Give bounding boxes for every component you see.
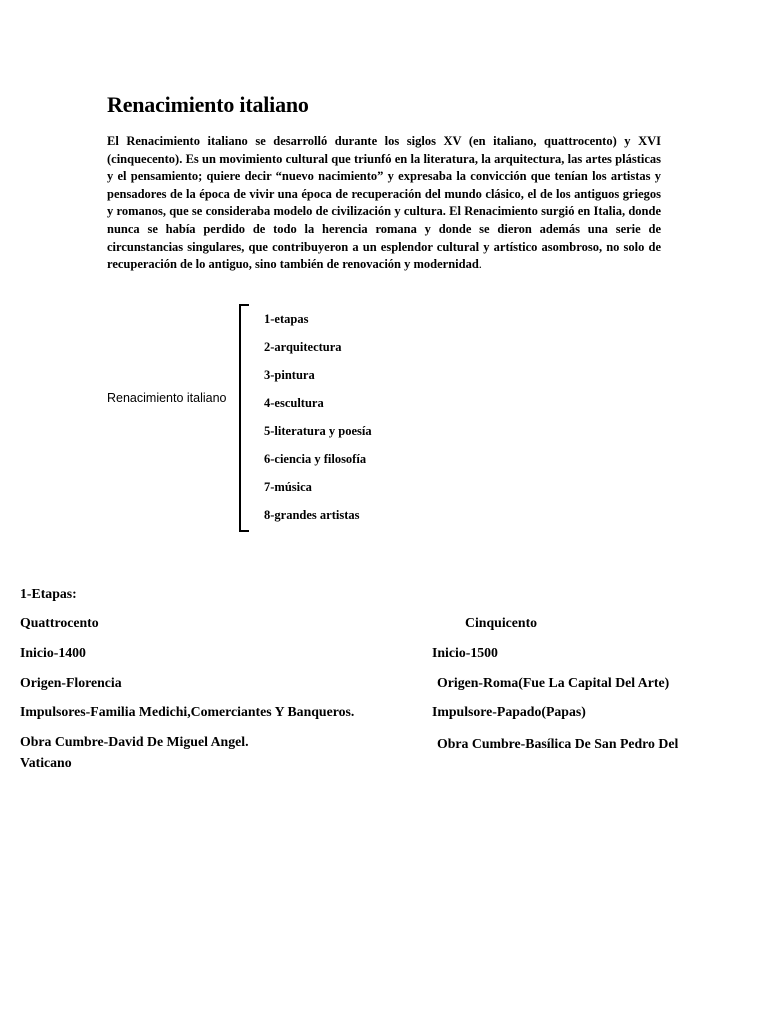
page-title: Renacimiento italiano (107, 92, 309, 117)
section-heading: 1-Etapas: (20, 586, 77, 601)
topic-item: 3-pintura (264, 368, 315, 382)
quattrocento-inicio: Inicio-1400 (20, 645, 86, 660)
topic-item: 7-música (264, 480, 312, 494)
topic-item: 1-etapas (264, 312, 309, 326)
cinquecento-inicio: Inicio-1500 (432, 645, 498, 660)
quattrocento-obra: Obra Cumbre-David De Miguel Angel. (20, 734, 249, 749)
intro-paragraph (107, 133, 661, 274)
quattrocento-impulsores: Impulsores-Familia Medichi,Comerciantes Y Banqueros. (20, 704, 355, 719)
quattrocento-origen: Origen-Florencia (20, 675, 122, 690)
diagram-label: Renacimiento italiano (107, 391, 227, 405)
cinquecento-title: Cinquicento (465, 615, 538, 630)
cinquecento-obra: Obra Cumbre-Basílica De San Pedro Del Vaticano (20, 736, 679, 770)
topic-list (264, 311, 372, 535)
topic-item: 8-grandes artistas (264, 508, 360, 522)
intro-text: El Renacimiento italiano se desarrolló durante los siglos XV (en italiano, quattrocento) y XVI (cinquecento). Es un movimiento cultural que triunfó en la literatura, la arquitectura, las artes plásticas y el pensamiento; quiere decir “nuevo nacimiento” y expresaba la convicción que tenían los artistas y pensadores de la época de vivir una época de recuperación del mundo clásico, el de los antiguos griegos y romanos, que se consideraba modelo de civilización y cultura. El Renacimiento surgió en Italia, donde nunca se había perdido de todo la herencia romana y donde se dieron además una serie de circunstancias singulares, que contribuyeron a un esplendor cultural y artístico asombroso, no solo de recuperación de lo antiguo, sino también de renovación y modernidad (107, 134, 661, 272)
cinquecento-impulsores: Impulsore-Papado(Papas) (432, 704, 586, 719)
intro-end: . (478, 257, 482, 272)
topic-item: 6-ciencia y filosofía (264, 452, 367, 466)
cinquecento-origen: Origen-Roma(Fue La Capital Del Arte) (437, 675, 670, 690)
quattrocento-title: Quattrocento (20, 615, 99, 630)
topic-item: 4-escultura (264, 396, 324, 410)
topic-item: 2-arquitectura (264, 340, 342, 354)
bracket (239, 304, 249, 532)
topic-item: 5-literatura y poesía (264, 424, 372, 438)
